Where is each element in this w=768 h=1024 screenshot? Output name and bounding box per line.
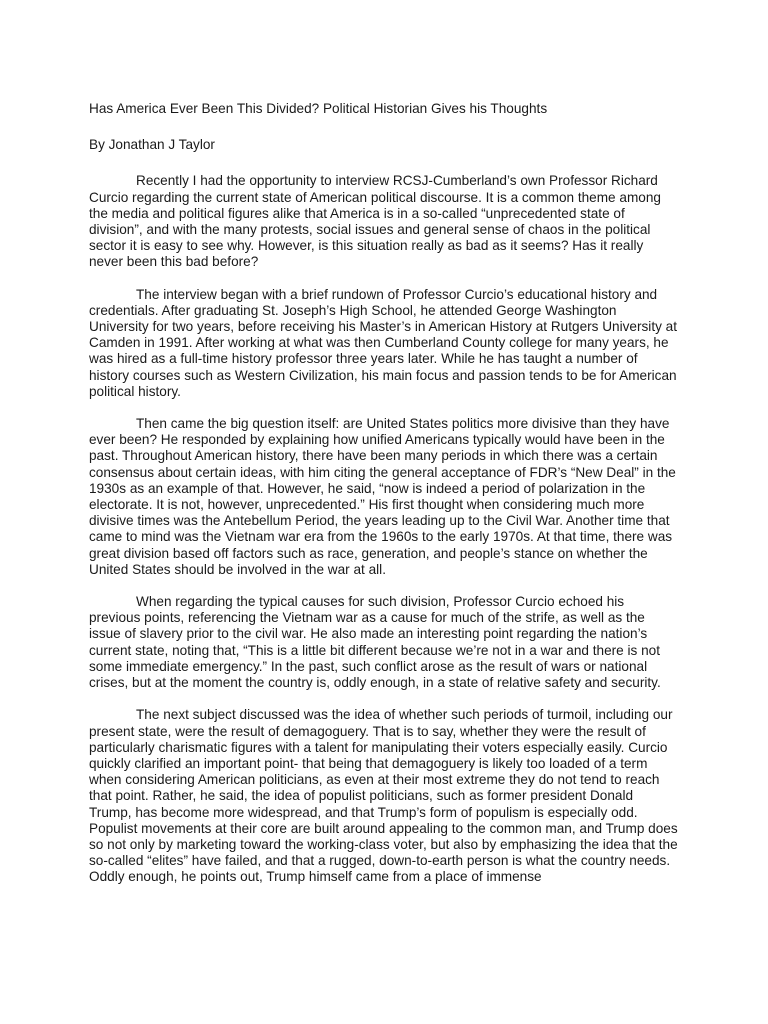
paragraph-1: Recently I had the opportunity to interview RCSJ-Cumberland’s own Professor Richard Curcio regarding the current state of American political discourse. It is a common theme among the media and political figures alike that America is in a so-called “unprecedented state of division”, and with the many protests, social issues and general sense of chaos in the political sector it is easy to see why. However, is this situation really as bad as it seems? Has it really never been this bad before? (89, 173, 661, 270)
paragraph-5: The next subject discussed was the idea of whether such periods of turmoil, including our present state, were the result of demagoguery. That is to say, whether they were the result of particularly charismatic figures with a talent for manipulating their voters especially easily. Curcio quickly clarified an important point- that being that demagoguery is likely too loaded of a term when considering American politicians, as even at their most extreme they do not tend to reach that point. Rather, he said, the idea of populist politicians, such as former president Donald Trump, has become more widespread, and that Trump’s form of populism is especially odd. Populist movements at their core are built around appealing to the common man, and Trump does so not only by marketing toward the working-class voter, but also by emphasizing the idea that the so-called “elites” have failed, and that a rugged, down-to-earth person is what the country needs. Oddly enough, he points out, Trump himself came from a place of immense (89, 707, 678, 885)
article-title: Has America Ever Been This Divided? Political Historian Gives his Thoughts (89, 101, 548, 116)
paragraph-4: When regarding the typical causes for such division, Professor Curcio echoed his previous points, referencing the Vietnam war as a cause for much of the strife, as well as the issue of slavery prior to the civil war. He also made an interesting point regarding the nation’s current state, noting that, “This is a little bit different because we’re not in a war and there is not some immediate emergency.” In the past, such conflict arose as the result of wars or national crises, but at the moment the country is, oddly enough, in a state of relative safety and security. (89, 594, 661, 691)
paragraph-3: Then came the big question itself: are United States politics more divisive than they have ever been? He responded by explaining how unified Americans typically would have been in the past. Throughout American history, there have been many periods in which there was a certain consensus about certain ideas, with him citing the general acceptance of FDR’s “New Deal” in the 1930s as an example of that. However, he said, “now is indeed a period of polarization in the electorate. It is not, however, unprecedented.” His first thought when considering much more divisive times was the Antebellum Period, the years leading up to the Civil War. Another time that came to mind was the Vietnam war era from the 1960s to the early 1970s. At that time, there was great division based off factors such as race, generation, and people’s stance on whether the United States should be involved in the war at all. (89, 416, 676, 577)
paragraph-2: The interview began with a brief rundown of Professor Curcio’s educational history and credentials. After graduating St. Joseph’s High School, he attended George Washington University for two years, before receiving his Master’s in American History at Rutgers University at Camden in 1991. After working at what was then Cumberland County college for many years, he was hired as a full-time history professor three years later. While he has taught a number of history courses such as Western Civilization, his main focus and passion tends to be for American political history. (89, 286, 678, 399)
document-body (89, 101, 679, 902)
article-byline: By Jonathan J Taylor (89, 137, 215, 153)
